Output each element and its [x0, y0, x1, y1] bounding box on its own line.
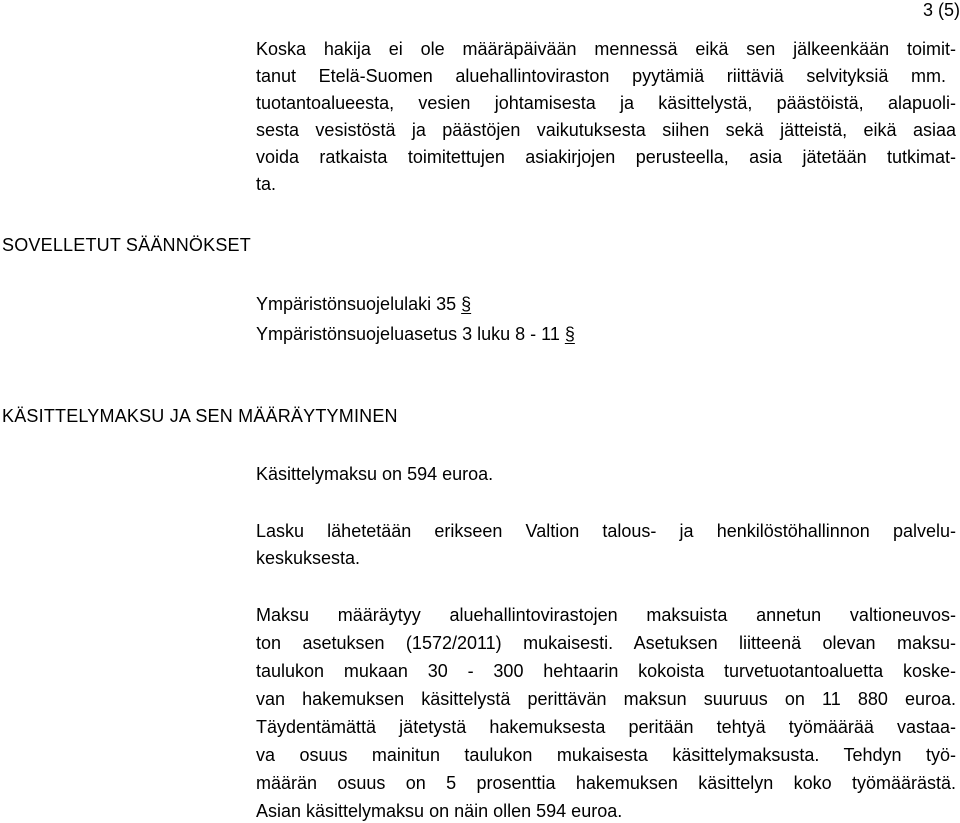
statute-reference: [256, 323, 575, 345]
paragraph-line: Täydentämättä jätetystä hakemuksesta peritään tehtyä työmäärää vastaa-: [256, 717, 956, 737]
paragraph-line: taulukon mukaan 30 - 300 hehtaarin kokoista turvetuotantoaluetta koske-: [256, 661, 956, 681]
paragraph-line: tanut Etelä-Suomen aluehallintoviraston pyytämiä riittäviä selvityksiä mm.: [256, 66, 946, 86]
paragraph-line: van hakemuksen käsittelystä perittävän maksun suuruus on 11 880 euroa.: [256, 689, 956, 709]
paragraph-line: Maksu määräytyy aluehallintovirastojen maksuista annetun valtioneuvos-: [256, 605, 956, 625]
page-number: 3 (5): [922, 0, 960, 20]
section-sign: §: [461, 294, 472, 314]
paragraph-line: Asian käsittelymaksu on näin ollen 594 euroa.: [256, 801, 623, 821]
section-heading-fee: KÄSITTELYMAKSU JA SEN MÄÄRÄYTYMINEN: [2, 406, 398, 426]
paragraph-line: voida ratkaista toimitettujen asiakirjojen perusteella, asia jätetään tutkimat-: [256, 147, 956, 167]
statute-reference: [256, 293, 471, 315]
paragraph-line: ton asetuksen (1572/2011) mukaisesti. Asetuksen liitteenä olevan maksu-: [256, 633, 956, 653]
paragraph-line: keskuksesta.: [256, 548, 361, 568]
section-heading-applied-rules: SOVELLETUT SÄÄNNÖKSET: [2, 235, 251, 255]
statute-text: Ympäristönsuojelulaki 35: [256, 294, 462, 314]
fee-amount: Käsittelymaksu on 594 euroa.: [256, 464, 494, 484]
paragraph-line: ta.: [256, 174, 277, 194]
section-sign: §: [564, 324, 575, 344]
paragraph-line: Koska hakija ei ole määräpäivään mennessä eikä sen jälkeenkään toimit-: [256, 39, 956, 59]
paragraph-line: va osuus mainitun taulukon mukaisesta käsittelymaksusta. Tehdyn työ-: [256, 745, 956, 765]
paragraph-line: määrän osuus on 5 prosenttia hakemuksen käsittelyn koko työmäärästä.: [256, 773, 956, 793]
paragraph-line: sesta vesistöstä ja päästöjen vaikutuksesta siihen sekä jätteistä, eikä asiaa: [256, 120, 956, 140]
paragraph-line: Lasku lähetetään erikseen Valtion talous- ja henkilöstöhallinnon palvelu-: [256, 521, 956, 541]
paragraph-line: tuotantoalueesta, vesien johtamisesta ja käsittelystä, päästöistä, alapuoli-: [256, 93, 956, 113]
statute-text: Ympäristönsuojeluasetus 3 luku 8 - 11: [256, 324, 565, 344]
